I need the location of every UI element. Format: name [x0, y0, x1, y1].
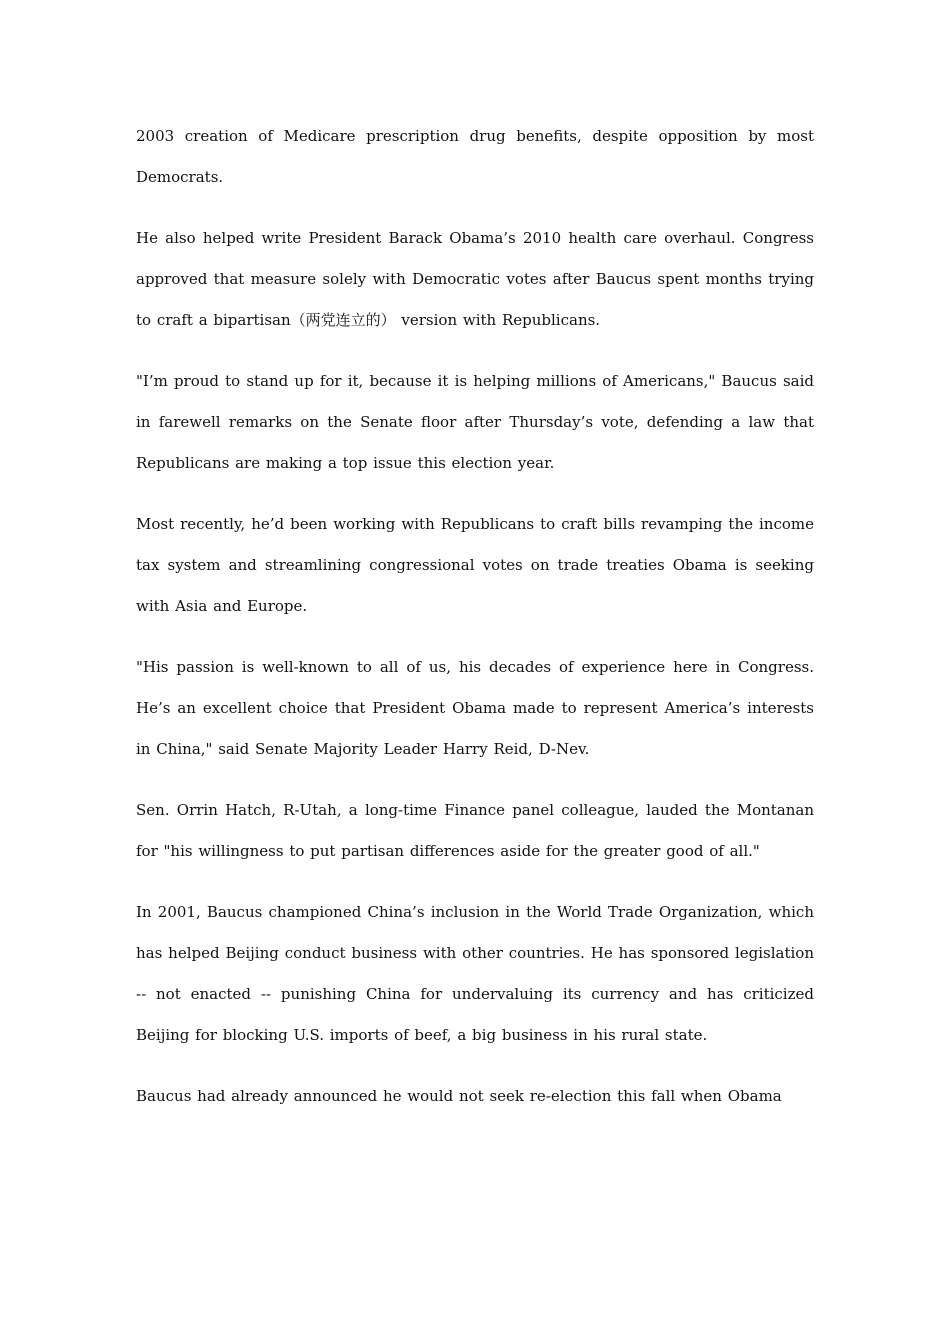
paragraph-tax-trade: Most recently, he’d been working with Republicans to craft bills revamping the income tax system and streamlining congressional votes on trade treaties Obama is seeking with Asia and Europe.: [136, 515, 814, 615]
paragraph-wto: In 2001, Baucus championed China’s inclusion in the World Trade Organization, which has helped Beijing conduct business with other countries. He has sponsored legislation -- not enacted -- punishing China for undervaluing its currency and has criticized Beijing for blocking U.S. imports of beef, a big business in his rural state.: [136, 903, 814, 1044]
paragraph-health-care: He also helped write President Barack Obama’s 2010 health care overhaul. Congress approved that measure solely with Democratic votes after Baucus spent months trying to craft a bipartisan（两党连立的） version with Republicans.: [136, 229, 814, 329]
paragraph-medicare: 2003 creation of Medicare prescription drug benefits, despite opposition by most Democrats.: [136, 127, 814, 186]
document-page: [136, 116, 814, 1137]
paragraph-proud-quote: "I’m proud to stand up for it, because it is helping millions of Americans," Baucus said in farewell remarks on the Senate floor after Thursday’s vote, defending a law that Republicans are making a top issue this election year.: [136, 372, 814, 472]
paragraph-reelection: Baucus had already announced he would not seek re-election this fall when Obama: [136, 1087, 782, 1105]
paragraph-reid-quote: "His passion is well-known to all of us, his decades of experience here in Congress. He’s an excellent choice that President Obama made to represent America’s interests in China," said Senate Majority Leader Harry Reid, D-Nev.: [136, 658, 814, 758]
paragraph-hatch-quote: Sen. Orrin Hatch, R-Utah, a long-time Finance panel colleague, lauded the Montanan for "his willingness to put partisan differences aside for the greater good of all.": [136, 801, 814, 860]
